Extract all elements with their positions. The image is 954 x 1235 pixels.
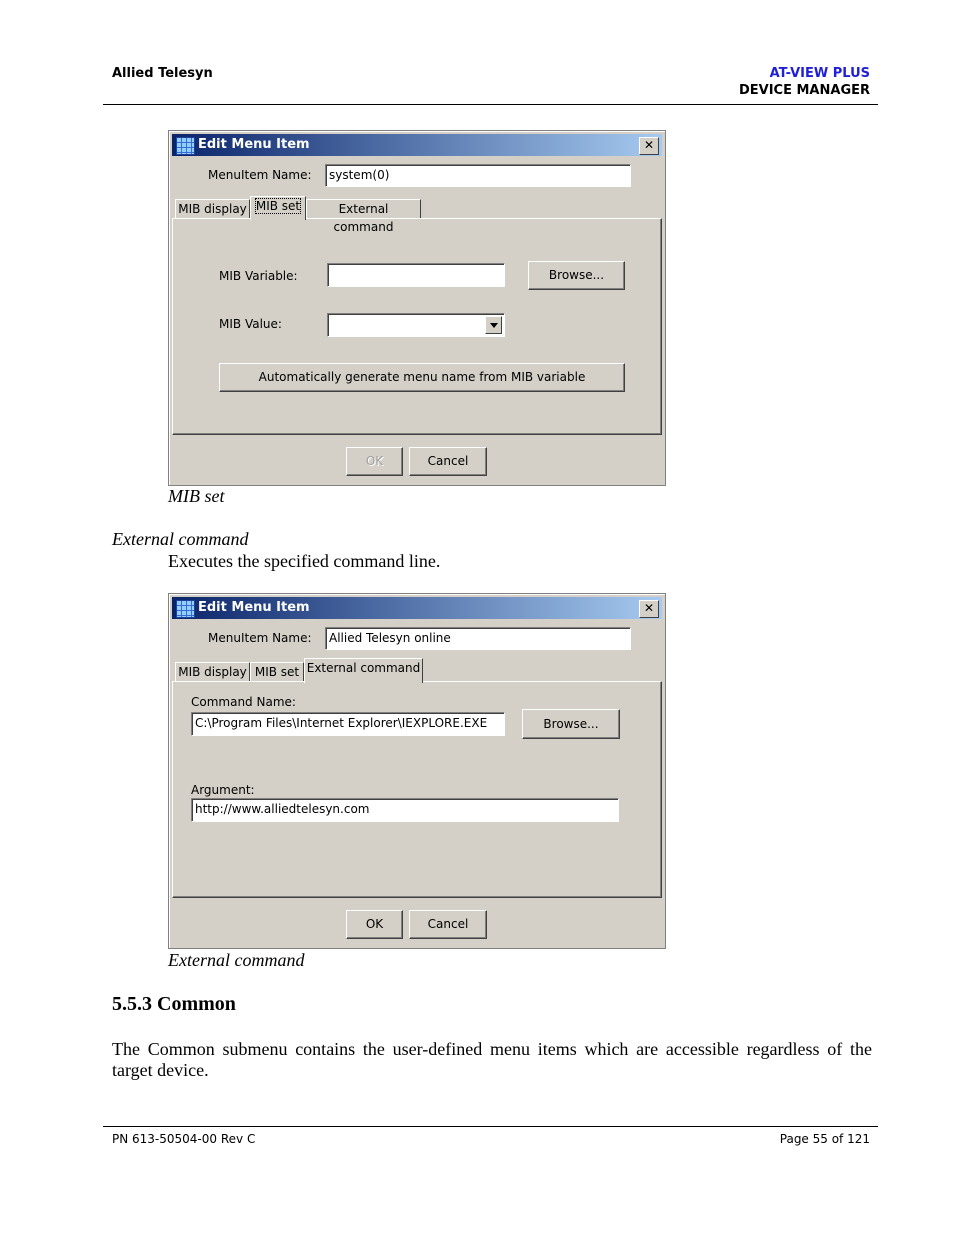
- section-heading: 5.5.3 Common: [112, 993, 236, 1015]
- tab-mib-display[interactable]: MIB display: [175, 199, 250, 219]
- autogenerate-name-button[interactable]: Automatically generate menu name from MIB variable: [219, 363, 625, 392]
- menuitem-name-label: MenuItem Name:: [208, 631, 312, 645]
- header-section: DEVICE MANAGER: [738, 83, 870, 98]
- tab-mib-set[interactable]: [250, 196, 306, 220]
- dialog-titlebar[interactable]: [172, 134, 662, 156]
- tab-panel-external-command: [172, 681, 662, 898]
- tab-mib-set-label: MIB set: [255, 199, 301, 213]
- footer-rule: [103, 1126, 878, 1127]
- mib-variable-label: MIB Variable:: [219, 269, 298, 283]
- external-command-heading: External command: [112, 529, 249, 549]
- edit-menu-item-dialog-mib-set: [168, 130, 666, 486]
- header-company: Allied Telesyn: [112, 66, 213, 81]
- ok-button[interactable]: [346, 447, 403, 476]
- tab-external-command[interactable]: External command: [304, 658, 423, 683]
- section-body: The Common submenu contains the user-defined menu items which are accessible regardless of the target device.: [112, 1039, 872, 1080]
- dialog-titlebar[interactable]: [172, 597, 662, 619]
- cancel-button[interactable]: Cancel: [409, 447, 487, 476]
- browse-button[interactable]: Browse...: [528, 261, 625, 290]
- header-product: AT-VIEW PLUS: [769, 66, 870, 81]
- tab-panel-mib-set: [172, 218, 662, 435]
- footer-part-number: PN 613-50504-00 Rev C: [112, 1132, 256, 1146]
- header-rule: [103, 104, 878, 105]
- cancel-button[interactable]: Cancel: [409, 910, 487, 939]
- mib-value-select[interactable]: [327, 313, 505, 337]
- chevron-down-icon[interactable]: [485, 316, 502, 334]
- argument-label: Argument:: [191, 783, 255, 797]
- figure-caption-external-command: External command: [168, 950, 305, 970]
- app-grid-icon: [176, 137, 195, 155]
- tab-mib-display[interactable]: MIB display: [175, 662, 250, 682]
- mib-value-label: MIB Value:: [219, 317, 282, 331]
- command-name-input[interactable]: C:\Program Files\Internet Explorer\IEXPLORE.EXE: [191, 712, 505, 736]
- footer-page-number: Page 55 of 121: [779, 1132, 870, 1146]
- menuitem-name-label: MenuItem Name:: [208, 168, 312, 182]
- dialog-title: Edit Menu Item: [198, 600, 310, 615]
- tab-external-command[interactable]: External command: [306, 199, 421, 219]
- ok-button-label: OK: [365, 454, 384, 468]
- mib-variable-input[interactable]: [327, 263, 505, 287]
- figure-caption-mib-set: MIB set: [168, 486, 225, 506]
- close-icon[interactable]: ✕: [639, 600, 659, 618]
- edit-menu-item-dialog-external-command: [168, 593, 666, 949]
- close-icon[interactable]: ✕: [639, 137, 659, 155]
- menuitem-name-input[interactable]: system(0): [325, 164, 631, 187]
- menuitem-name-input[interactable]: Allied Telesyn online: [325, 627, 631, 650]
- tab-mib-set[interactable]: MIB set: [250, 662, 304, 682]
- argument-input[interactable]: http://www.alliedtelesyn.com: [191, 798, 619, 822]
- browse-button[interactable]: Browse...: [522, 709, 620, 739]
- dialog-title: Edit Menu Item: [198, 137, 310, 152]
- ok-button[interactable]: OK: [346, 910, 403, 939]
- command-name-label: Command Name:: [191, 695, 296, 709]
- app-grid-icon: [176, 600, 195, 618]
- external-command-description: Executes the specified command line.: [168, 551, 441, 571]
